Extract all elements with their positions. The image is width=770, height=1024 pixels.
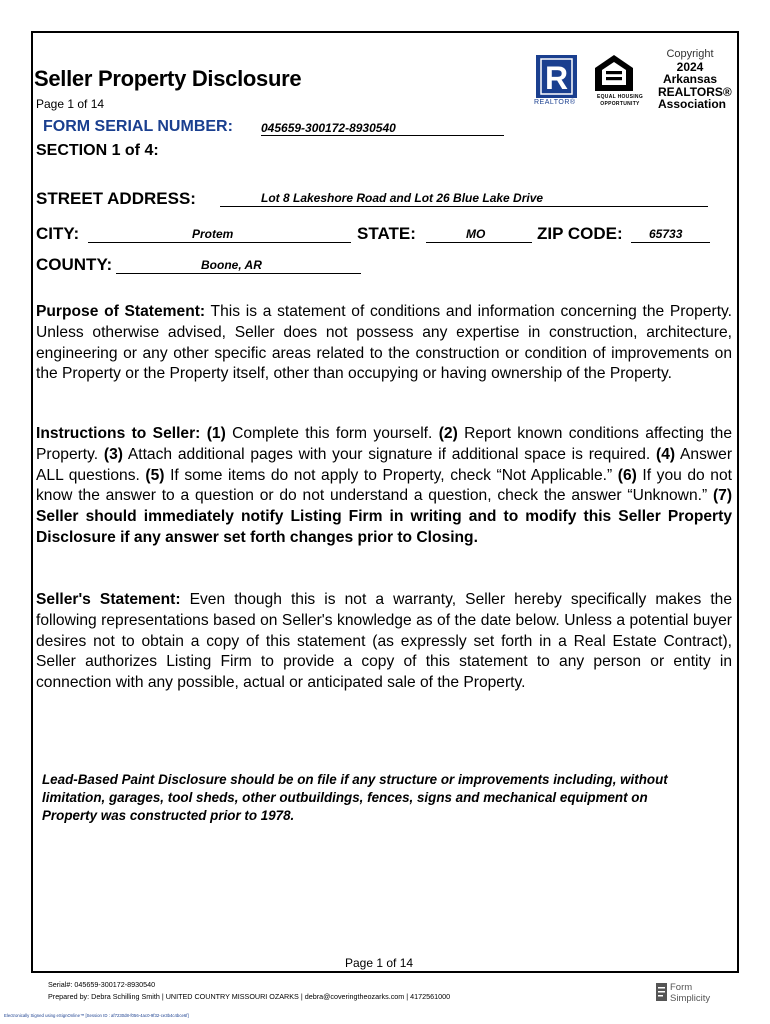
instruction-num: (2) [432, 425, 458, 442]
sellers-statement-heading: Seller's Statement: [36, 591, 181, 608]
street-address-field[interactable] [220, 190, 708, 207]
county-value: Boone, AR [201, 258, 262, 272]
form-simplicity-logo [656, 981, 726, 1007]
copyright-year: 2024 [676, 59, 704, 74]
equal-housing-icon [594, 54, 634, 92]
instruction-text: Attach additional pages with your signature if additional space is required. [122, 445, 651, 463]
instructions-paragraph [36, 424, 732, 549]
purpose-heading: Purpose of Statement: [36, 303, 206, 320]
instruction-text: If some items do not apply to Property, check “Not Applicable.” [164, 466, 618, 484]
city-label: CITY: [36, 224, 80, 243]
copyright-org-2: REALTORS® [658, 84, 732, 99]
copyright-line: Copyright [666, 48, 714, 60]
footer-page-indicator: Page 1 of 14 [345, 956, 414, 970]
city-field[interactable] [88, 224, 351, 243]
instruction-text: Report known conditions affecting the Property. [36, 425, 733, 463]
realtor-logo-icon [536, 55, 577, 98]
page-indicator: Page 1 of 14 [36, 97, 105, 111]
form-simplicity-text-2: Simplicity [670, 993, 711, 1004]
street-address-label: STREET ADDRESS: [36, 189, 196, 208]
zip-code-value: 65733 [649, 227, 683, 241]
purpose-text: This is a statement of conditions and information concerning the Property. Unless otherwise advised, Seller does not possess any expertise in construction, architecture, engineering or any other specific areas related to the construction or condition of improvements on the Property or the Property itself, other than occupying or having ownership of the Property. [36, 303, 732, 383]
street-address-value: Lot 8 Lakeshore Road and Lot 26 Blue Lake Drive [261, 191, 544, 205]
equal-housing-label [592, 94, 648, 108]
state-label: STATE: [357, 224, 416, 243]
county-field[interactable] [116, 255, 361, 274]
zip-code-label: ZIP CODE: [537, 224, 623, 243]
purpose-paragraph [36, 302, 732, 385]
realtor-letter: R [544, 60, 569, 96]
form-serial-label: FORM SERIAL NUMBER: [43, 118, 233, 135]
instruction-text: Answer ALL questions. [36, 445, 733, 484]
instruction-text: Complete this form yourself. [225, 425, 433, 442]
sellers-statement-paragraph [36, 590, 732, 694]
eho-line-1: EQUAL HOUSING [596, 94, 644, 100]
footer-esign: Electronically Signed using eSignOnline™ [Session ID : af7230d8-f056-4ac0-9f32-ce3b4c4bce6f] [4, 1013, 189, 1018]
instruction-emphasis: (7) Seller should immediately notify Listing Firm in writing and to modify this Seller Property Disclosure if any answer set forth changes prior to Closing. [36, 487, 733, 546]
footer-prepared-by: Prepared by: Debra Schilling Smith | UNITED COUNTRY MISSOURI OZARKS | debra@coveringtheozarks.com | 4172561000 [48, 992, 451, 1001]
page-title: Seller Property Disclosure [34, 66, 302, 91]
state-value: MO [466, 227, 486, 241]
instruction-num: (3) [98, 445, 123, 463]
instruction-num: (6) [617, 466, 637, 484]
form-simplicity-text-1: Form [670, 982, 693, 993]
instruction-num: (4) [650, 445, 676, 463]
lead-paint-notice: Lead-Based Paint Disclosure should be on file if any structure or improvements including, without limitation, garages, tool sheds, other outbuildings, fences, signs and mechanical equipment on Property was constructed prior to 1978. [42, 772, 668, 823]
instruction-text: If you do not know the answer to a question or do not understand a question, check the answer “Unknown.” [36, 466, 732, 505]
form-simplicity-icon [656, 983, 667, 1001]
instruction-num: (1) [200, 425, 226, 442]
realtor-label: REALTOR® [534, 99, 576, 106]
state-field[interactable] [426, 224, 532, 243]
copyright-org-1: Arkansas [662, 72, 718, 87]
copyright-block [658, 48, 732, 112]
instructions-heading: Instructions to Seller: [36, 425, 201, 442]
county-label: COUNTY: [36, 255, 113, 274]
sellers-statement-text: Even though this is not a warranty, Seller hereby specifically makes the following representations based on Seller's knowledge as of the date below. Unless a potential buyer desires not to obtain a copy of this statement (as expressly set forth in a Real Estate Contract), Seller authorizes Listing Firm to provide a copy of this statement to any person or entity in connection with any possible, actual or anticipated sale of the Property. [36, 591, 732, 692]
zip-code-field[interactable] [631, 224, 710, 243]
form-serial-value[interactable]: 045659-300172-8930540 [261, 121, 504, 136]
section-heading: SECTION 1 of 4: [36, 142, 159, 159]
copyright-org-3: Association [658, 97, 727, 112]
footer-serial: Serial#: 045659-300172-8930540 [48, 980, 156, 989]
city-value: Protem [192, 227, 234, 241]
eho-line-2: OPPORTUNITY [600, 101, 640, 107]
instruction-num: (5) [139, 466, 165, 484]
